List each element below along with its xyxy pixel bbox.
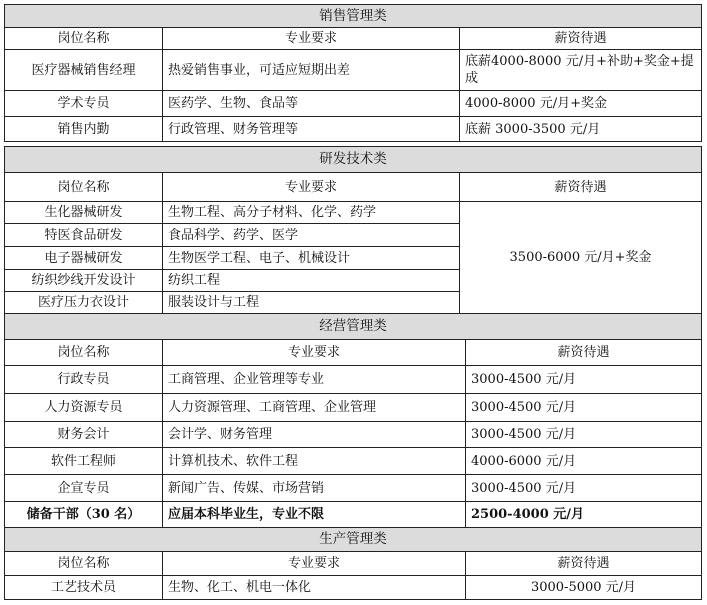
requirement-cell: 会计学、财务管理 [163, 422, 466, 448]
table-row [5, 502, 702, 528]
requirement-cell: 服装设计与工程 [163, 292, 460, 314]
col-header-salary: 薪资待遇 [460, 173, 702, 202]
requirement-cell: 新闻广告、传媒、市场营销 [163, 475, 466, 502]
col-header-requirement: 专业要求 [163, 552, 466, 576]
table-row [5, 366, 702, 394]
requirement-cell: 医药学、生物、食品等 [163, 91, 460, 117]
section-title: 经营管理类 [5, 314, 702, 340]
position-cell: 行政专员 [5, 366, 163, 394]
section-title: 研发技术类 [5, 147, 702, 173]
col-header-position: 岗位名称 [5, 552, 163, 576]
salary-cell: 3000-4500 元/月 [466, 366, 702, 394]
col-header-requirement: 专业要求 [163, 28, 460, 50]
position-cell: 医疗器械销售经理 [5, 50, 163, 91]
salary-cell: 2500-4000 元/月 [466, 502, 702, 528]
col-header-position: 岗位名称 [5, 28, 163, 50]
position-cell: 人力资源专员 [5, 394, 163, 422]
table-row [5, 50, 702, 91]
salary-cell: 4000-8000 元/月+奖金 [460, 91, 702, 117]
col-header-salary: 薪资待遇 [466, 552, 702, 576]
position-cell: 销售内勤 [5, 117, 163, 142]
position-cell: 工艺技术员 [5, 576, 163, 600]
table-row [5, 576, 702, 600]
col-header-salary: 薪资待遇 [466, 340, 702, 366]
ops-table [4, 313, 702, 528]
position-cell: 电子器械研发 [5, 247, 163, 270]
salary-cell: 3000-4500 元/月 [466, 394, 702, 422]
position-cell: 学术专员 [5, 91, 163, 117]
position-cell: 纺织纱线开发设计 [5, 270, 163, 292]
table-row [5, 475, 702, 502]
position-cell: 医疗压力衣设计 [5, 292, 163, 314]
table-row [5, 202, 702, 224]
table-row [5, 117, 702, 142]
table-row [5, 448, 702, 475]
section-title: 生产管理类 [5, 528, 702, 552]
requirement-cell: 生物、化工、机电一体化 [163, 576, 466, 600]
salary-cell: 3000-4500 元/月 [466, 475, 702, 502]
salary-cell: 3500-6000 元/月+奖金 [460, 202, 702, 314]
requirement-cell: 食品科学、药学、医学 [163, 224, 460, 247]
table-row [5, 394, 702, 422]
col-header-position: 岗位名称 [5, 340, 163, 366]
requirement-cell: 生物医学工程、电子、机械设计 [163, 247, 460, 270]
col-header-salary: 薪资待遇 [460, 28, 702, 50]
position-cell: 财务会计 [5, 422, 163, 448]
col-header-requirement: 专业要求 [163, 173, 460, 202]
position-cell: 软件工程师 [5, 448, 163, 475]
requirement-cell: 计算机技术、软件工程 [163, 448, 466, 475]
requirement-cell: 工商管理、企业管理等专业 [163, 366, 466, 394]
table-row [5, 422, 702, 448]
position-cell: 特医食品研发 [5, 224, 163, 247]
sales-table [4, 4, 702, 142]
salary-cell: 4000-6000 元/月 [466, 448, 702, 475]
requirement-cell: 人力资源管理、工商管理、企业管理 [163, 394, 466, 422]
requirement-cell: 行政管理、财务管理等 [163, 117, 460, 142]
col-header-position: 岗位名称 [5, 173, 163, 202]
requirement-cell: 应届本科毕业生，专业不限 [163, 502, 466, 528]
requirement-cell: 生物工程、高分子材料、化学、药学 [163, 202, 460, 224]
col-header-requirement: 专业要求 [163, 340, 466, 366]
salary-cell: 3000-4500 元/月 [466, 422, 702, 448]
salary-cell: 底薪4000-8000 元/月+补助+奖金+提成 [460, 50, 702, 91]
requirement-cell: 纺织工程 [163, 270, 460, 292]
salary-cell: 3000-5000 元/月 [466, 576, 702, 600]
position-cell: 企宣专员 [5, 475, 163, 502]
salary-cell: 底薪 3000-3500 元/月 [460, 117, 702, 142]
position-cell: 储备干部（30 名） [5, 502, 163, 528]
table-row [5, 91, 702, 117]
requirement-cell: 热爱销售事业，可适应短期出差 [163, 50, 460, 91]
position-cell: 生化器械研发 [5, 202, 163, 224]
rd-table [4, 146, 702, 314]
prod-table [4, 527, 702, 600]
section-title: 销售管理类 [5, 5, 702, 28]
